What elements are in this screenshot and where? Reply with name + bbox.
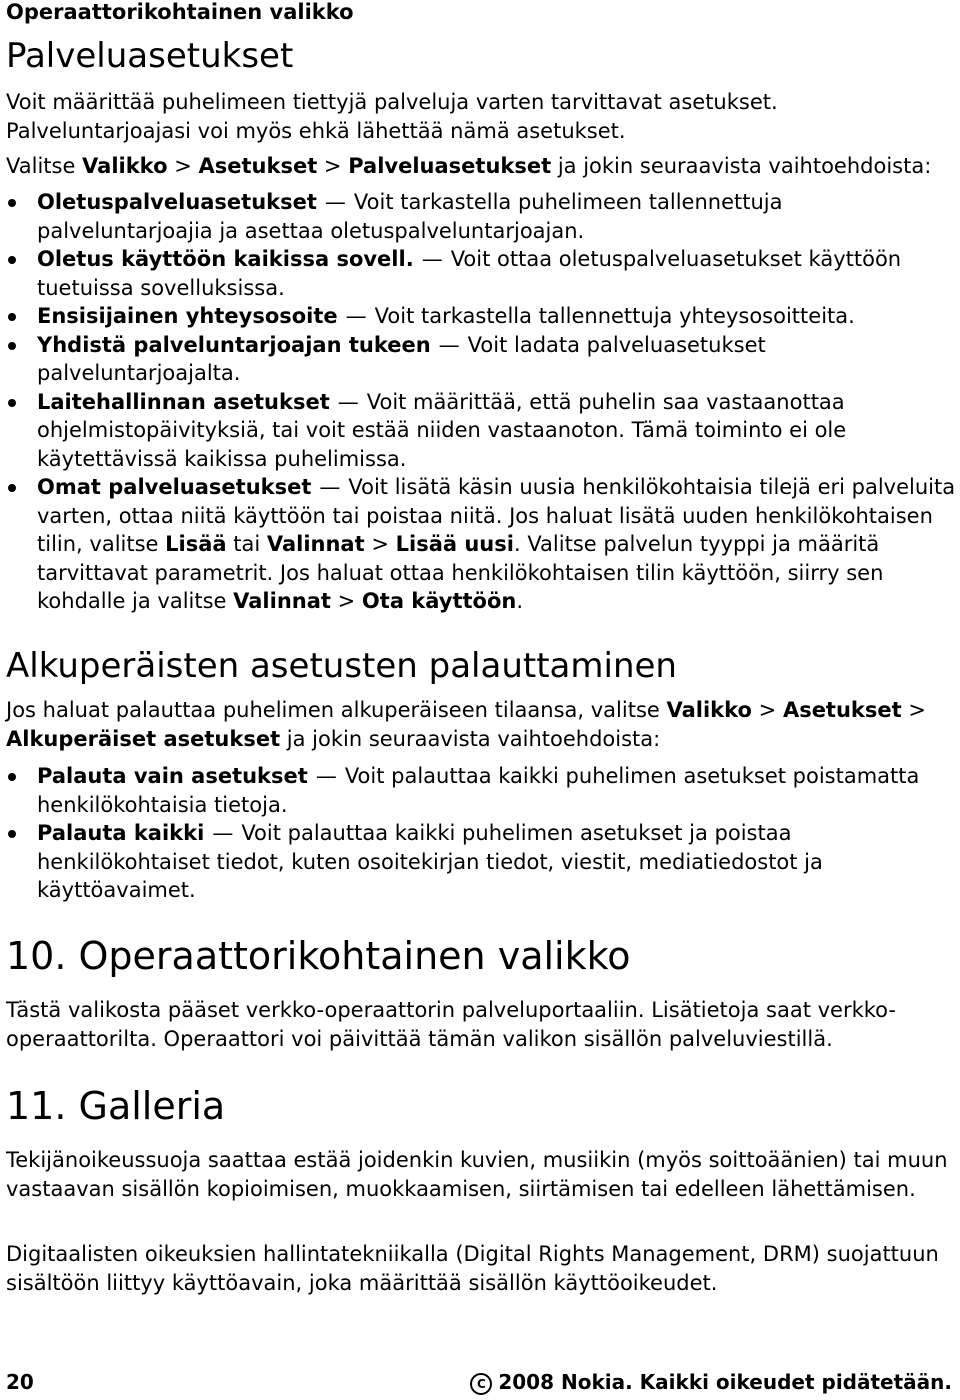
- reset-path-paragraph: Jos haluat palauttaa puhelimen alkuperäiseen tilaansa, valitse Valikko > Asetukset > Alkuperäiset asetukset ja jokin seuraavista vaihtoehdoista:: [6, 698, 926, 751]
- section-title-palveluasetukset: Palveluasetukset: [6, 36, 294, 76]
- service-settings-list: [6, 188, 956, 616]
- chapter-title-11: 11. Galleria: [6, 1084, 226, 1128]
- bullet-icon: [8, 313, 16, 321]
- bullet-icon: [8, 256, 16, 264]
- reset-options-list: [6, 762, 956, 905]
- running-head: Operaattorikohtainen valikko: [6, 0, 354, 24]
- list-item: Ensisijainen yhteysosoite — Voit tarkastella tallennettuja yhteysosoitteita.: [6, 302, 956, 331]
- page-number: 20: [6, 1370, 34, 1394]
- list-item: Palauta kaikki — Voit palauttaa kaikki puhelimen asetukset ja poistaa henkilökohtaiset tiedot, kuten osoitekirjan tiedot, viestit, mediatiedostot ja käyttöavaimet.: [6, 819, 956, 905]
- chapter-10-paragraph: Tästä valikosta pääset verkko-operaattorin palveluportaaliin. Lisätietoja saat verkko-operaattorilta. Operaattori voi päivittää tämän valikon sisällön palveluviestillä.: [6, 998, 896, 1051]
- bullet-icon: [8, 342, 16, 350]
- bullet-icon: [8, 484, 16, 492]
- list-item: Oletuspalveluasetukset — Voit tarkastella puhelimeen tallennettuja palveluntarjoajia ja asettaa oletuspalveluntarjoajan.: [6, 188, 956, 245]
- chapter-title-10: 10. Operaattorikohtainen valikko: [6, 934, 631, 978]
- list-item: Oletus käyttöön kaikissa sovell. — Voit ottaa oletuspalveluasetukset käyttöön tuetuissa sovelluksissa.: [6, 245, 956, 302]
- bullet-icon: [8, 773, 16, 781]
- intro-paragraph: Voit määrittää puhelimeen tiettyjä palveluja varten tarvittavat asetukset. Palveluntarjoajasi voi myös ehkä lähettää nämä asetukset.: [6, 90, 778, 143]
- list-item: Yhdistä palveluntarjoajan tukeen — Voit ladata palveluasetukset palveluntarjoajalta.: [6, 331, 956, 388]
- bullet-icon: [8, 830, 16, 838]
- bullet-icon: [8, 199, 16, 207]
- bullet-icon: [8, 399, 16, 407]
- copyright-line: C 2008 Nokia. Kaikki oikeudet pidätetään.: [470, 1370, 952, 1395]
- list-item: Laitehallinnan asetukset — Voit määrittää, että puhelin saa vastaanottaa ohjelmistopäivityksiä, tai voit estää niiden vastaanoton. Tämä toiminto ei ole käytettävissä kaikissa puhelimissa.: [6, 388, 956, 474]
- menu-path-paragraph: Valitse Valikko > Asetukset > Palveluasetukset ja jokin seuraavista vaihtoehdoista:: [6, 154, 932, 178]
- list-item: Palauta vain asetukset — Voit palauttaa kaikki puhelimen asetukset poistamatta henkilökohtaisia tietoja.: [6, 762, 956, 819]
- gallery-paragraph-1: Tekijänoikeussuoja saattaa estää joidenkin kuvien, musiikin (myös soittoäänien) tai muun vastaavan sisällön kopioimisen, muokkaamisen, siirtämisen tai edelleen lähettämisen.: [6, 1148, 948, 1201]
- gallery-paragraph-2: Digitaalisten oikeuksien hallintatekniikalla (Digital Rights Management, DRM) suojattuun sisältöön liittyy käyttöavain, joka määrittää sisällön käyttöoikeudet.: [6, 1242, 939, 1295]
- section-title-reset: Alkuperäisten asetusten palauttaminen: [6, 646, 677, 686]
- copyright-icon: C: [470, 1373, 492, 1395]
- list-item: Omat palveluasetukset — Voit lisätä käsin uusia henkilökohtaisia tilejä eri palveluita varten, ottaa niitä käyttöön tai poistaa niitä. Jos haluat lisätä uuden henkilökohtaisen tilin, valitse Lisää tai Valinnat > Lisää uusi. Valitse palvelun tyyppi ja määritä tarvittavat parametrit. Jos haluat ottaa henkilökohtaisen tilin käyttöön, siirry sen kohdalle ja valitse Valinnat > Ota käyttöön.: [6, 473, 956, 616]
